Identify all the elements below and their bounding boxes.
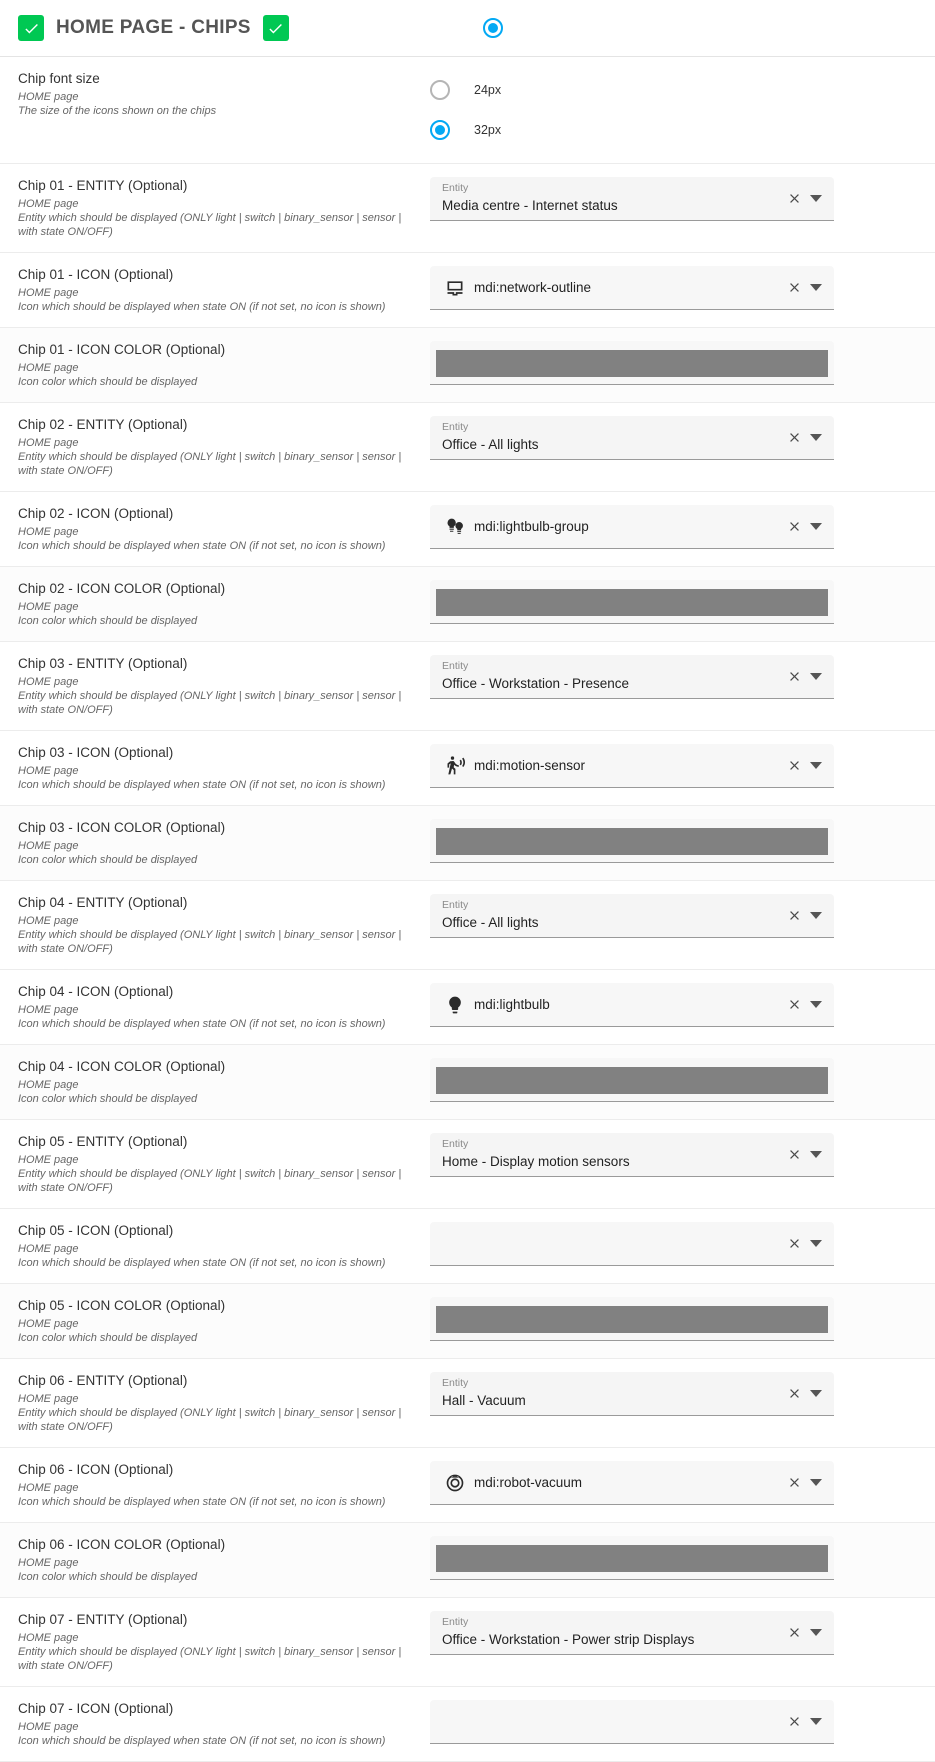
- row-title: Chip 01 - ICON COLOR (Optional): [18, 342, 226, 357]
- color-picker[interactable]: [430, 819, 834, 863]
- field-label: Entity: [442, 1616, 469, 1628]
- row-page: HOME page: [18, 1721, 79, 1733]
- field-inner: [442, 185, 778, 213]
- row-title: Chip 01 - ICON (Optional): [18, 267, 174, 282]
- row-entity-6: [0, 642, 935, 731]
- close-icon[interactable]: [784, 1712, 804, 1732]
- field-value: mdi:motion-sensor: [474, 758, 586, 773]
- radio-32px-label: 32px: [474, 123, 502, 137]
- row-control-block: [430, 1058, 917, 1102]
- row-title: Chip 07 - ICON (Optional): [18, 1701, 174, 1716]
- row-description: Icon color which should be displayed: [18, 1571, 198, 1583]
- close-icon[interactable]: [784, 1384, 804, 1404]
- chevron-down-icon[interactable]: [810, 762, 822, 769]
- field-value: Office - Workstation - Presence: [442, 675, 630, 691]
- row-control-block: [430, 744, 917, 788]
- row-control-block: [430, 341, 917, 385]
- row-title: Chip 05 - ICON COLOR (Optional): [18, 1298, 226, 1313]
- close-icon[interactable]: [784, 756, 804, 776]
- entity-select[interactable]: [430, 416, 834, 460]
- row-label-block: [18, 894, 430, 956]
- row-description: Entity which should be displayed (ONLY light | switch | binary_sensor | sensor | with state ON/OFF): [18, 1646, 402, 1672]
- field-label: Entity: [442, 899, 469, 911]
- field-inner: [442, 995, 778, 1015]
- field-value: Home - Display motion sensors: [442, 1153, 630, 1169]
- field-label: Entity: [442, 660, 469, 672]
- entity-select[interactable]: [430, 894, 834, 938]
- field-label: Entity: [442, 182, 469, 194]
- row-page: HOME page: [18, 765, 79, 777]
- field-value: mdi:lightbulb: [474, 997, 550, 1012]
- entity-select[interactable]: [430, 1611, 834, 1655]
- row-page: HOME page: [18, 676, 79, 688]
- motion-sensor-icon: [442, 756, 468, 776]
- field-value: Office - Workstation - Power strip Displays: [442, 1631, 695, 1647]
- row-color-5: [0, 567, 935, 642]
- row-entity-12: [0, 1120, 935, 1209]
- close-icon[interactable]: [784, 667, 804, 687]
- chevron-down-icon[interactable]: [810, 1479, 822, 1486]
- field-inner: [442, 1473, 778, 1493]
- field-actions: [778, 756, 828, 776]
- field-value: Office - All lights: [442, 914, 539, 930]
- row-icon-10: [0, 970, 935, 1045]
- field-inner: [442, 1619, 778, 1647]
- header-checkbox-right[interactable]: [263, 15, 289, 41]
- row-description: Entity which should be displayed (ONLY light | switch | binary_sensor | sensor | with state ON/OFF): [18, 451, 402, 477]
- row-control-block: [430, 1297, 917, 1341]
- page-title: HOME PAGE - CHIPS: [56, 17, 251, 38]
- chevron-down-icon[interactable]: [810, 523, 822, 530]
- row-label-block: [18, 1133, 430, 1195]
- row-page: HOME page: [18, 915, 79, 927]
- row-label-block: [18, 505, 430, 553]
- field-value: mdi:lightbulb-group: [474, 519, 589, 534]
- color-picker[interactable]: [430, 341, 834, 385]
- row-page: HOME page: [18, 198, 79, 210]
- entity-select[interactable]: [430, 1372, 834, 1416]
- field-actions: [778, 428, 828, 448]
- row-label-block: [18, 1700, 430, 1748]
- row-description: Entity which should be displayed (ONLY light | switch | binary_sensor | sensor | with state ON/OFF): [18, 1407, 402, 1433]
- row-title: Chip 06 - ICON (Optional): [18, 1462, 174, 1477]
- field-value: Media centre - Internet status: [442, 197, 618, 213]
- field-actions: [778, 1234, 828, 1254]
- row-description: The size of the icons shown on the chips: [18, 105, 217, 117]
- row-control-block: [430, 416, 917, 460]
- field-value: Office - All lights: [442, 436, 539, 452]
- icon-select[interactable]: [430, 744, 834, 788]
- field-actions: [778, 1712, 828, 1732]
- chevron-down-icon[interactable]: [810, 1001, 822, 1008]
- radio-24px[interactable]: [430, 80, 450, 100]
- field-actions: [778, 278, 828, 298]
- chevron-down-icon[interactable]: [810, 1151, 822, 1158]
- chevron-down-icon[interactable]: [810, 1718, 822, 1725]
- chevron-down-icon[interactable]: [810, 1629, 822, 1636]
- row-entity-9: [0, 881, 935, 970]
- monitor-network-icon: [442, 278, 468, 298]
- row-page: HOME page: [18, 362, 79, 374]
- font-size-option-32[interactable]: [430, 110, 917, 150]
- field-label: Entity: [442, 1138, 469, 1150]
- radio-32px[interactable]: [430, 120, 450, 140]
- row-page: HOME page: [18, 437, 79, 449]
- row-title: Chip 04 - ICON COLOR (Optional): [18, 1059, 226, 1074]
- font-size-option-24[interactable]: [430, 70, 917, 110]
- row-label-block: [18, 70, 430, 118]
- row-page: HOME page: [18, 1243, 79, 1255]
- field-actions: [778, 517, 828, 537]
- row-title: Chip 07 - ENTITY (Optional): [18, 1612, 188, 1627]
- row-title: Chip 05 - ENTITY (Optional): [18, 1134, 188, 1149]
- row-page: HOME page: [18, 1004, 79, 1016]
- row-page: HOME page: [18, 1079, 79, 1091]
- field-label: Entity: [442, 1377, 469, 1389]
- field-inner: [442, 663, 778, 691]
- row-label-block: [18, 819, 430, 867]
- row-label-block: [18, 341, 430, 389]
- field-actions: [778, 1384, 828, 1404]
- row-page: HOME page: [18, 1154, 79, 1166]
- close-icon[interactable]: [784, 517, 804, 537]
- row-control-block: [430, 1536, 917, 1580]
- chevron-down-icon[interactable]: [810, 195, 822, 202]
- field-inner: [442, 1141, 778, 1169]
- field-value: Hall - Vacuum: [442, 1392, 526, 1408]
- field-inner: [442, 756, 778, 776]
- row-title: Chip 02 - ICON COLOR (Optional): [18, 581, 226, 596]
- chevron-down-icon[interactable]: [810, 1390, 822, 1397]
- row-page: HOME page: [18, 1393, 79, 1405]
- row-label-block: [18, 655, 430, 717]
- row-page: HOME page: [18, 840, 79, 852]
- close-icon[interactable]: [784, 1145, 804, 1165]
- row-title: Chip 02 - ENTITY (Optional): [18, 417, 188, 432]
- icon-select[interactable]: [430, 1461, 834, 1505]
- row-control-block: [430, 1133, 917, 1177]
- row-page: HOME page: [18, 91, 79, 103]
- row-label-block: [18, 580, 430, 628]
- row-icon-13: [0, 1209, 935, 1284]
- row-description: Icon which should be displayed when state ON (if not set, no icon is shown): [18, 540, 386, 552]
- chevron-down-icon[interactable]: [810, 434, 822, 441]
- field-value: mdi:robot-vacuum: [474, 1475, 583, 1490]
- row-page: HOME page: [18, 287, 79, 299]
- close-icon[interactable]: [784, 1623, 804, 1643]
- field-actions: [778, 1623, 828, 1643]
- row-description: Icon color which should be displayed: [18, 615, 198, 627]
- field-inner: [442, 424, 778, 452]
- row-control-block: [430, 1611, 917, 1655]
- close-icon[interactable]: [784, 189, 804, 209]
- settings-rows: [0, 164, 935, 1762]
- row-icon-4: [0, 492, 935, 567]
- row-title: Chip 05 - ICON (Optional): [18, 1223, 174, 1238]
- radio-24px-label: 24px: [474, 83, 502, 97]
- row-label-block: [18, 416, 430, 478]
- row-title: Chip 02 - ICON (Optional): [18, 506, 174, 521]
- row-title: Chip 06 - ICON COLOR (Optional): [18, 1537, 226, 1552]
- chevron-down-icon[interactable]: [810, 912, 822, 919]
- row-description: Entity which should be displayed (ONLY light | switch | binary_sensor | sensor | with state ON/OFF): [18, 929, 402, 955]
- header-checkbox-left[interactable]: [18, 15, 44, 41]
- chevron-down-icon[interactable]: [810, 284, 822, 291]
- chevron-down-icon[interactable]: [810, 673, 822, 680]
- color-swatch[interactable]: [436, 828, 828, 855]
- row-control-block: [430, 1700, 917, 1744]
- field-inner: [442, 902, 778, 930]
- field-actions: [778, 995, 828, 1015]
- row-label-block: [18, 983, 430, 1031]
- row-icon-19: [0, 1687, 935, 1762]
- lightbulb-group-icon: [442, 517, 468, 537]
- field-inner: [442, 278, 778, 298]
- row-title: Chip 01 - ENTITY (Optional): [18, 178, 188, 193]
- row-icon-7: [0, 731, 935, 806]
- icon-select[interactable]: [430, 1222, 834, 1266]
- row-control-block: [430, 177, 917, 221]
- row-label-block: [18, 744, 430, 792]
- row-label-block: [18, 177, 430, 239]
- lightbulb-icon: [442, 995, 468, 1015]
- row-title: Chip 04 - ENTITY (Optional): [18, 895, 188, 910]
- row-title: Chip 03 - ICON COLOR (Optional): [18, 820, 226, 835]
- row-control-block: [430, 983, 917, 1027]
- row-description: Icon color which should be displayed: [18, 854, 198, 866]
- row-label-block: [18, 1058, 430, 1106]
- row-color-11: [0, 1045, 935, 1120]
- close-icon[interactable]: [784, 278, 804, 298]
- close-icon[interactable]: [784, 1473, 804, 1493]
- entity-select[interactable]: [430, 655, 834, 699]
- row-title: Chip 03 - ENTITY (Optional): [18, 656, 188, 671]
- field-actions: [778, 1145, 828, 1165]
- row-page: HOME page: [18, 1318, 79, 1330]
- row-control-block: [430, 70, 917, 150]
- color-swatch[interactable]: [436, 1067, 828, 1094]
- row-description: Icon which should be displayed when state ON (if not set, no icon is shown): [18, 1018, 386, 1030]
- row-control-block: [430, 505, 917, 549]
- row-color-17: [0, 1523, 935, 1598]
- field-actions: [778, 1473, 828, 1493]
- row-entity-15: [0, 1359, 935, 1448]
- row-description: Icon color which should be displayed: [18, 1093, 198, 1105]
- close-icon[interactable]: [784, 995, 804, 1015]
- row-icon-1: [0, 253, 935, 328]
- icon-select[interactable]: [430, 1700, 834, 1744]
- row-icon-16: [0, 1448, 935, 1523]
- close-icon[interactable]: [784, 428, 804, 448]
- row-control-block: [430, 1222, 917, 1266]
- row-description: Entity which should be displayed (ONLY light | switch | binary_sensor | sensor | with state ON/OFF): [18, 212, 402, 238]
- row-label-block: [18, 1611, 430, 1673]
- row-control-block: [430, 1461, 917, 1505]
- row-label-block: [18, 266, 430, 314]
- row-entity-3: [0, 403, 935, 492]
- row-description: Icon which should be displayed when state ON (if not set, no icon is shown): [18, 779, 386, 791]
- close-icon[interactable]: [784, 906, 804, 926]
- row-description: Icon which should be displayed when state ON (if not set, no icon is shown): [18, 1257, 386, 1269]
- entity-select[interactable]: [430, 177, 834, 221]
- color-swatch[interactable]: [436, 589, 828, 616]
- row-page: HOME page: [18, 526, 79, 538]
- header-radio-group: [483, 18, 503, 38]
- row-description: Entity which should be displayed (ONLY light | switch | binary_sensor | sensor | with state ON/OFF): [18, 1168, 402, 1194]
- row-description: Icon color which should be displayed: [18, 1332, 198, 1344]
- field-actions: [778, 906, 828, 926]
- row-page: HOME page: [18, 1557, 79, 1569]
- row-label-block: [18, 1372, 430, 1434]
- row-title: Chip font size: [18, 71, 100, 86]
- icon-select[interactable]: [430, 505, 834, 549]
- row-label-block: [18, 1536, 430, 1584]
- row-color-2: [0, 328, 935, 403]
- row-description: Icon which should be displayed when state ON (if not set, no icon is shown): [18, 1735, 386, 1747]
- icon-select[interactable]: [430, 266, 834, 310]
- row-description: Icon which should be displayed when state ON (if not set, no icon is shown): [18, 301, 386, 313]
- entity-select[interactable]: [430, 1133, 834, 1177]
- row-control-block: [430, 580, 917, 624]
- field-actions: [778, 667, 828, 687]
- row-chip-font-size: [0, 57, 935, 164]
- row-title: Chip 06 - ENTITY (Optional): [18, 1373, 188, 1388]
- row-control-block: [430, 819, 917, 863]
- row-title: Chip 03 - ICON (Optional): [18, 745, 174, 760]
- close-icon[interactable]: [784, 1234, 804, 1254]
- row-control-block: [430, 1372, 917, 1416]
- row-entity-0: [0, 164, 935, 253]
- row-color-14: [0, 1284, 935, 1359]
- chevron-down-icon[interactable]: [810, 1240, 822, 1247]
- row-control-block: [430, 655, 917, 699]
- robot-vacuum-icon: [442, 1473, 468, 1493]
- row-description: Icon color which should be displayed: [18, 376, 198, 388]
- field-label: Entity: [442, 421, 469, 433]
- row-title: Chip 04 - ICON (Optional): [18, 984, 174, 999]
- color-swatch[interactable]: [436, 1545, 828, 1572]
- row-label-block: [18, 1461, 430, 1509]
- color-swatch[interactable]: [436, 1306, 828, 1333]
- field-inner: [442, 1380, 778, 1408]
- row-color-8: [0, 806, 935, 881]
- color-picker[interactable]: [430, 1058, 834, 1102]
- row-page: HOME page: [18, 1482, 79, 1494]
- field-inner: [442, 517, 778, 537]
- field-actions: [778, 189, 828, 209]
- color-picker[interactable]: [430, 580, 834, 624]
- row-label-block: [18, 1297, 430, 1345]
- color-picker[interactable]: [430, 1536, 834, 1580]
- row-description: Entity which should be displayed (ONLY light | switch | binary_sensor | sensor | with state ON/OFF): [18, 690, 402, 716]
- page-header: [0, 0, 935, 57]
- color-picker[interactable]: [430, 1297, 834, 1341]
- header-radio-selected[interactable]: [483, 18, 503, 38]
- row-page: HOME page: [18, 601, 79, 613]
- field-value: mdi:network-outline: [474, 280, 592, 295]
- color-swatch[interactable]: [436, 350, 828, 377]
- row-page: HOME page: [18, 1632, 79, 1644]
- row-description: Icon which should be displayed when state ON (if not set, no icon is shown): [18, 1496, 386, 1508]
- row-control-block: [430, 266, 917, 310]
- row-control-block: [430, 894, 917, 938]
- row-entity-18: [0, 1598, 935, 1687]
- icon-select[interactable]: [430, 983, 834, 1027]
- row-label-block: [18, 1222, 430, 1270]
